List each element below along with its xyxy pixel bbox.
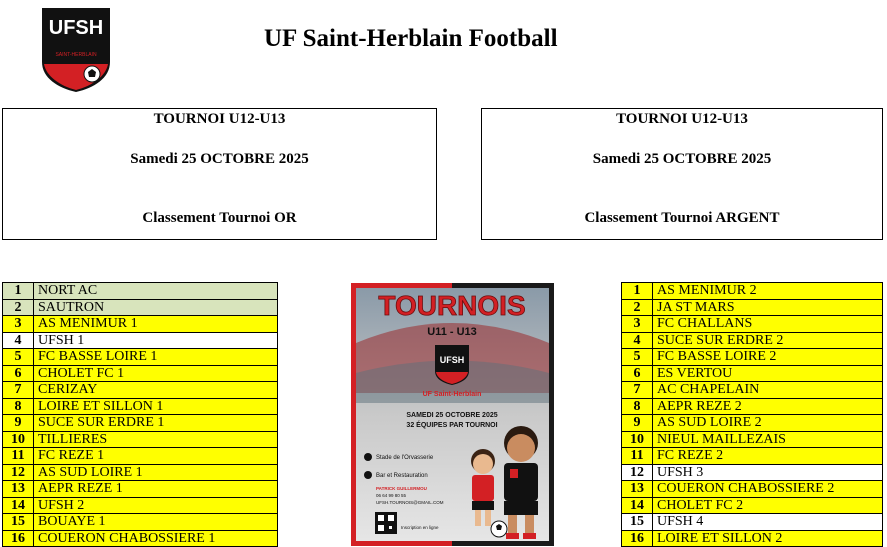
rank-cell: 6	[622, 365, 653, 382]
rank-cell: 15	[3, 514, 34, 531]
rank-cell: 16	[3, 530, 34, 547]
svg-text:U11 - U13: U11 - U13	[427, 326, 477, 338]
table-row	[622, 431, 883, 448]
rank-cell: 16	[622, 530, 653, 547]
rank-cell: 12	[622, 464, 653, 481]
table-row	[3, 398, 278, 415]
rank-cell: 14	[622, 497, 653, 514]
table-row	[3, 332, 278, 349]
svg-text:PATRICK GUILLERMOU: PATRICK GUILLERMOU	[376, 486, 427, 491]
team-cell: AS SUD LOIRE 1	[34, 464, 278, 481]
table-row	[3, 283, 278, 300]
svg-text:Inscription en ligne: Inscription en ligne	[401, 525, 439, 530]
table-row	[622, 365, 883, 382]
team-cell: CERIZAY	[34, 382, 278, 399]
tournament-name: TOURNOI U12-U13	[153, 111, 286, 127]
table-row	[622, 514, 883, 531]
table-row	[3, 530, 278, 547]
table-row	[3, 514, 278, 531]
rank-cell: 14	[3, 497, 34, 514]
tournament-name: TOURNOI U12-U13	[616, 111, 748, 127]
team-cell: JA ST MARS	[653, 299, 883, 316]
svg-text:32 ÉQUIPES PAR TOURNOI: 32 ÉQUIPES PAR TOURNOI	[406, 422, 498, 429]
rank-cell: 15	[622, 514, 653, 531]
table-row	[622, 481, 883, 498]
table-row	[622, 448, 883, 465]
table-row	[622, 530, 883, 547]
team-cell: FC REZE 2	[653, 448, 883, 465]
rank-cell: 5	[3, 349, 34, 366]
team-cell: FC BASSE LOIRE 1	[34, 349, 278, 366]
team-cell: COUERON CHABOSSIERE 1	[34, 530, 278, 547]
team-cell: AEPR REZE 1	[34, 481, 278, 498]
rank-cell: 3	[3, 316, 34, 333]
rank-cell: 9	[3, 415, 34, 432]
page-title: UF Saint-Herblain Football	[264, 25, 558, 52]
svg-text:Stade de l'Orvasserie: Stade de l'Orvasserie	[376, 455, 434, 461]
ranking-title: Classement Tournoi OR	[142, 210, 297, 226]
rank-cell: 10	[622, 431, 653, 448]
team-cell: AS SUD LOIRE 2	[653, 415, 883, 432]
team-cell: COUERON CHABOSSIERE 2	[653, 481, 883, 498]
team-cell: LOIRE ET SILLON 1	[34, 398, 278, 415]
table-row	[3, 349, 278, 366]
svg-text:SAMEDI 25 OCTOBRE 2025: SAMEDI 25 OCTOBRE 2025	[406, 412, 498, 419]
ranking-argent-table	[621, 282, 883, 547]
team-cell: UFSH 2	[34, 497, 278, 514]
table-row	[3, 365, 278, 382]
table-row	[622, 464, 883, 481]
svg-text:Bar et Restauration: Bar et Restauration	[376, 473, 428, 479]
svg-text:UFSH: UFSH	[439, 355, 465, 365]
table-row	[622, 332, 883, 349]
rank-cell: 4	[3, 332, 34, 349]
rank-cell: 13	[622, 481, 653, 498]
team-cell: NORT AC	[34, 283, 278, 300]
table-row	[622, 316, 883, 333]
team-cell: UFSH 4	[653, 514, 883, 531]
svg-text:UF Saint-Herblain: UF Saint-Herblain	[422, 391, 482, 398]
team-cell: AEPR REZE 2	[653, 398, 883, 415]
team-cell: CHOLET FC 2	[653, 497, 883, 514]
table-row	[3, 448, 278, 465]
team-cell: UFSH 3	[653, 464, 883, 481]
rank-cell: 11	[622, 448, 653, 465]
table-row	[3, 464, 278, 481]
table-row	[622, 398, 883, 415]
table-row	[3, 382, 278, 399]
rank-cell: 1	[3, 283, 34, 300]
tournament-poster	[351, 283, 554, 546]
rank-cell: 10	[3, 431, 34, 448]
table-row	[622, 283, 883, 300]
rank-cell: 13	[3, 481, 34, 498]
rank-cell: 2	[622, 299, 653, 316]
team-cell: ES VERTOU	[653, 365, 883, 382]
team-cell: AS MENIMUR 2	[653, 283, 883, 300]
table-row	[622, 382, 883, 399]
team-cell: FC BASSE LOIRE 2	[653, 349, 883, 366]
rank-cell: 7	[3, 382, 34, 399]
tournament-argent-box	[481, 108, 883, 240]
table-row	[3, 481, 278, 498]
team-cell: FC REZE 1	[34, 448, 278, 465]
table-row	[3, 431, 278, 448]
rank-cell: 8	[3, 398, 34, 415]
table-row	[622, 415, 883, 432]
table-row	[3, 316, 278, 333]
team-cell: NIEUL MAILLEZAIS	[653, 431, 883, 448]
rank-cell: 1	[622, 283, 653, 300]
team-cell: BOUAYE 1	[34, 514, 278, 531]
table-row	[622, 349, 883, 366]
ranking-title: Classement Tournoi ARGENT	[584, 210, 780, 226]
svg-text:UFSH.TOURNOIS@GMAIL.COM: UFSH.TOURNOIS@GMAIL.COM	[376, 500, 444, 505]
table-row	[3, 497, 278, 514]
svg-text:TOURNOIS: TOURNOIS	[378, 290, 526, 321]
rank-cell: 2	[3, 299, 34, 316]
team-cell: TILLIERES	[34, 431, 278, 448]
rank-cell: 7	[622, 382, 653, 399]
tournament-date: Samedi 25 OCTOBRE 2025	[592, 151, 772, 167]
rank-cell: 11	[3, 448, 34, 465]
team-cell: SAUTRON	[34, 299, 278, 316]
table-row	[622, 497, 883, 514]
team-cell: SUCE SUR ERDRE 1	[34, 415, 278, 432]
tournament-or-box	[2, 108, 437, 240]
rank-cell: 9	[622, 415, 653, 432]
club-logo	[34, 2, 118, 94]
rank-cell: 5	[622, 349, 653, 366]
team-cell: UFSH 1	[34, 332, 278, 349]
svg-text:UFSH: UFSH	[48, 17, 104, 39]
ranking-or-table	[2, 282, 278, 547]
team-cell: SUCE SUR ERDRE 2	[653, 332, 883, 349]
svg-text:06 64 99 80 55: 06 64 99 80 55	[376, 493, 407, 498]
team-cell: LOIRE ET SILLON 2	[653, 530, 883, 547]
team-cell: FC CHALLANS	[653, 316, 883, 333]
rank-cell: 8	[622, 398, 653, 415]
rank-cell: 12	[3, 464, 34, 481]
tournament-date: Samedi 25 OCTOBRE 2025	[130, 151, 309, 167]
rank-cell: 3	[622, 316, 653, 333]
rank-cell: 4	[622, 332, 653, 349]
team-cell: CHOLET FC 1	[34, 365, 278, 382]
team-cell: AS MENIMUR 1	[34, 316, 278, 333]
table-row	[622, 299, 883, 316]
rank-cell: 6	[3, 365, 34, 382]
svg-text:SAINT-HERBLAIN: SAINT-HERBLAIN	[55, 52, 97, 58]
table-row	[3, 415, 278, 432]
team-cell: AC CHAPELAIN	[653, 382, 883, 399]
table-row	[3, 299, 278, 316]
